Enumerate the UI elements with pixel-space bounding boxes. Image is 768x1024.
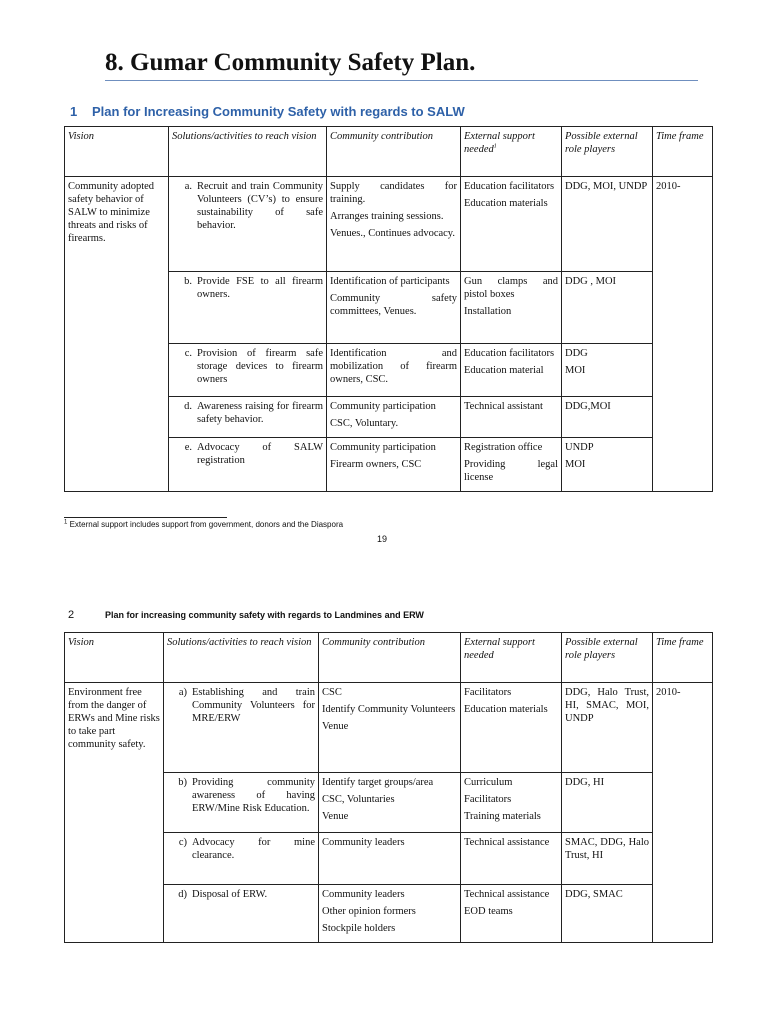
community-contribution: Identify target groups/area	[322, 777, 434, 788]
community-contribution: Venue	[322, 721, 349, 732]
role-player: UNDP	[565, 442, 594, 453]
table-row	[65, 177, 713, 272]
activity-label: c)	[178, 837, 187, 848]
community-contribution: Identification of participants	[330, 276, 450, 287]
community-contribution: Community leaders	[322, 837, 405, 848]
community-contribution-cell	[319, 885, 461, 943]
external-support-cell	[461, 177, 562, 272]
external-support-cell	[461, 885, 562, 943]
activity-item	[172, 180, 323, 232]
external-support: Providing legal license	[464, 459, 558, 483]
header-time: Time frame	[653, 127, 713, 177]
community-contribution-cell	[327, 397, 461, 438]
header-vision: Vision	[65, 127, 169, 177]
external-support: EOD teams	[464, 906, 513, 917]
header-external	[461, 127, 562, 177]
activity-item	[172, 347, 323, 386]
activity-item	[172, 400, 323, 426]
header-solutions: Solutions/activities to reach vision	[169, 127, 327, 177]
activity-cell	[169, 272, 327, 344]
role-player-cell	[562, 272, 653, 344]
external-support: Education material	[464, 365, 544, 376]
role-player: DDG, MOI, UNDP	[565, 181, 648, 192]
role-player-cell	[562, 397, 653, 438]
activity-label: d.	[184, 401, 192, 412]
external-support: Curriculum	[464, 777, 513, 788]
time-frame-cell: 2010-	[653, 683, 713, 943]
role-player: DDG, SMAC	[565, 889, 623, 900]
role-player: MOI	[565, 365, 586, 376]
community-contribution: Venue	[322, 811, 349, 822]
activity-label: b)	[178, 777, 187, 788]
community-contribution: CSC	[322, 687, 342, 698]
external-support: Facilitators	[464, 794, 512, 805]
section2-title: Plan for increasing community safety with regards to Landmines and ERW	[105, 610, 424, 620]
footnote-separator	[64, 517, 227, 518]
external-support-cell	[461, 344, 562, 397]
external-support: Gun clamps and pistol boxes	[464, 276, 558, 300]
community-contribution: Venues., Continues advocacy.	[330, 228, 455, 239]
activity-item	[167, 776, 315, 815]
external-support: Facilitators	[464, 687, 512, 698]
community-contribution-cell	[319, 833, 461, 885]
title-underline	[105, 80, 698, 81]
header-external: External support needed	[461, 633, 562, 683]
community-contribution-cell	[327, 272, 461, 344]
external-support: Education materials	[464, 704, 548, 715]
external-support-cell	[461, 683, 562, 773]
external-support: Registration office	[464, 442, 543, 453]
external-support: Technical assistance	[464, 837, 550, 848]
community-contribution: Supply candidates for training.	[330, 181, 457, 205]
activity-cell	[164, 683, 319, 773]
activity-label: c.	[184, 348, 192, 359]
activity-text: Establishing and train Community Volunteers for MRE/ERW	[192, 687, 315, 724]
activity-item	[167, 836, 315, 862]
landmine-plan-body	[65, 683, 713, 943]
activity-text: Provide FSE to all firearm owners.	[197, 276, 323, 300]
external-support-cell	[461, 438, 562, 492]
activity-text: Providing community awareness of having ERW/Mine Risk Education.	[192, 777, 315, 814]
header-community: Community contribution	[319, 633, 461, 683]
role-player-cell	[562, 773, 653, 833]
community-contribution: Identify Community Volunteers	[322, 704, 456, 715]
activity-label: a)	[178, 687, 187, 698]
community-contribution-cell	[319, 773, 461, 833]
salw-plan-body	[65, 177, 713, 492]
vision-cell: Environment free from the danger of ERWs and Mine risks to take part community safety.	[65, 683, 164, 943]
section1-title: Plan for Increasing Community Safety with regards to SALW	[92, 104, 465, 119]
role-player-cell	[562, 344, 653, 397]
activity-text: Provision of firearm safe storage devices to firearm owners	[197, 348, 323, 385]
external-support-cell	[461, 272, 562, 344]
activity-text: Advocacy for mine clearance.	[192, 837, 315, 861]
activity-item	[172, 275, 323, 301]
external-support-cell	[461, 397, 562, 438]
role-player: DDG, HI	[565, 777, 605, 788]
section1-heading	[70, 104, 465, 120]
activity-label: a.	[184, 181, 192, 192]
role-player-cell	[562, 833, 653, 885]
activity-item	[167, 686, 315, 725]
external-support: Installation	[464, 306, 512, 317]
activity-label: e.	[184, 442, 192, 453]
community-contribution: Community safety committees, Venues.	[330, 293, 457, 317]
page-title: 8. Gumar Community Safety Plan.	[105, 49, 476, 76]
community-contribution: Stockpile holders	[322, 923, 396, 934]
header-community: Community contribution	[327, 127, 461, 177]
external-support: Technical assistance	[464, 889, 550, 900]
role-player-cell	[562, 438, 653, 492]
community-contribution-cell	[327, 177, 461, 272]
community-contribution-cell	[327, 344, 461, 397]
header-players: Possible external role players	[562, 127, 653, 177]
footnote	[64, 520, 343, 530]
external-support: Education facilitators	[464, 181, 555, 192]
community-contribution: CSC, Voluntary.	[330, 418, 399, 429]
activity-cell	[164, 885, 319, 943]
community-contribution: CSC, Voluntaries	[322, 794, 395, 805]
activity-label: b.	[184, 276, 192, 287]
role-player-cell	[562, 885, 653, 943]
role-player-cell	[562, 683, 653, 773]
external-support-cell	[461, 773, 562, 833]
header-vision: Vision	[65, 633, 164, 683]
external-support: Education facilitators	[464, 348, 555, 359]
footnote-number: 1	[64, 519, 68, 526]
table-header-row	[65, 633, 713, 683]
footnote-marker: 1	[493, 143, 497, 150]
community-contribution-cell	[319, 683, 461, 773]
time-frame-cell: 2010-	[653, 177, 713, 492]
header-solutions: Solutions/activities to reach vision	[164, 633, 319, 683]
activity-cell	[169, 438, 327, 492]
community-contribution: Firearm owners, CSC	[330, 459, 422, 470]
section2-number: 2	[68, 609, 75, 621]
role-player: DDG,MOI	[565, 401, 611, 412]
activity-item	[167, 888, 315, 901]
community-contribution: Community participation	[330, 401, 436, 412]
community-contribution: Identification and mobilization of firearm owners, CSC.	[330, 348, 457, 385]
role-player-cell	[562, 177, 653, 272]
role-player: DDG	[565, 348, 588, 359]
role-player: MOI	[565, 459, 586, 470]
header-external-text: External support needed	[464, 131, 535, 155]
activity-text: Advocacy of SALW registration	[197, 442, 323, 466]
role-player: SMAC, DDG, Halo Trust, HI	[565, 837, 649, 861]
community-contribution: Community leaders	[322, 889, 405, 900]
page-number: 19	[377, 534, 388, 544]
header-players: Possible external role players	[562, 633, 653, 683]
activity-text: Awareness raising for firearm safety behavior.	[197, 401, 323, 425]
header-time: Time frame	[653, 633, 713, 683]
external-support: Technical assistant	[464, 401, 543, 412]
external-support-cell	[461, 833, 562, 885]
external-support: Training materials	[464, 811, 541, 822]
activity-text: Disposal of ERW.	[192, 889, 268, 900]
footnote-text: External support includes support from government, donors and the Diaspora	[69, 520, 344, 529]
vision-cell: Community adopted safety behavior of SALW to minimize threats and risks of firearms.	[65, 177, 169, 492]
community-contribution: Community participation	[330, 442, 436, 453]
activity-text: Recruit and train Community Volunteers (CV’s) to ensure sustainability of safe behavior.	[197, 181, 323, 231]
role-player: DDG , MOI	[565, 276, 617, 287]
activity-label: d)	[178, 889, 187, 900]
table-row	[65, 683, 713, 773]
activity-cell	[169, 344, 327, 397]
community-contribution: Other opinion formers	[322, 906, 416, 917]
activity-cell	[169, 177, 327, 272]
external-support: Education materials	[464, 198, 548, 209]
activity-cell	[169, 397, 327, 438]
salw-plan-table	[64, 126, 713, 492]
section1-number: 1	[70, 104, 78, 119]
community-contribution: Arranges training sessions.	[330, 211, 444, 222]
table-header-row	[65, 127, 713, 177]
activity-cell	[164, 833, 319, 885]
activity-item	[172, 441, 323, 467]
role-player: DDG, Halo Trust, HI, SMAC, MOI, UNDP	[565, 687, 649, 724]
section2-heading	[68, 609, 424, 621]
community-contribution-cell	[327, 438, 461, 492]
activity-cell	[164, 773, 319, 833]
landmine-plan-table	[64, 632, 713, 943]
